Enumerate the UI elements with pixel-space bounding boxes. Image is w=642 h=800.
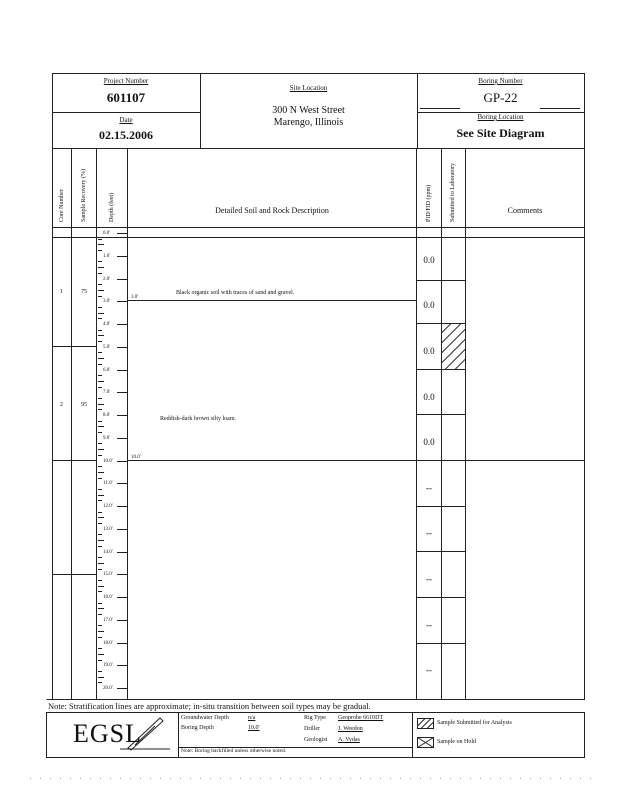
depth-tick xyxy=(117,597,127,598)
depth-label: 17.0' xyxy=(103,618,113,623)
sample-submitted-hatch xyxy=(442,324,466,370)
depth-minor-tick xyxy=(98,421,102,422)
col-depth: Depth (feet) xyxy=(109,192,115,222)
col-core-number: Core Number xyxy=(59,189,65,222)
depth-minor-tick xyxy=(98,443,102,444)
depth-minor-tick xyxy=(98,631,104,632)
depth-minor-tick xyxy=(98,244,104,245)
depth-tick xyxy=(117,665,127,666)
col-submitted: Submitted to Laboratory xyxy=(450,163,456,222)
core-number: 1 xyxy=(60,289,63,295)
layer-description: Black organic soil with traces of sand and gravel. xyxy=(176,290,295,296)
depth-minor-tick xyxy=(98,267,104,268)
pid-reading: 0.0 xyxy=(423,346,435,356)
depth-label: 12.0' xyxy=(103,504,113,509)
depth-minor-tick xyxy=(98,381,104,382)
pid-reading: 0.0 xyxy=(423,255,435,265)
depth-tick xyxy=(117,643,127,644)
site-address-line2: Marengo, Illinois xyxy=(273,117,344,128)
depth-tick xyxy=(117,529,127,530)
depth-minor-tick xyxy=(98,534,102,535)
depth-label: 13.0' xyxy=(103,527,113,532)
depth-tick xyxy=(117,324,127,325)
depth-minor-tick xyxy=(98,557,102,558)
depth-tick xyxy=(117,256,127,257)
depth-minor-tick xyxy=(98,455,102,456)
driller-label: Driller xyxy=(304,726,320,732)
site-location-label: Site Location xyxy=(289,84,328,92)
depth-minor-tick xyxy=(98,352,102,353)
date-label: Date xyxy=(119,116,133,124)
depth-minor-tick xyxy=(98,682,102,683)
depth-minor-tick xyxy=(98,426,104,427)
stratification-note: Note: Stratification lines are approximate; in-situ transition between soil types may be gradual. xyxy=(48,701,371,711)
depth-minor-tick xyxy=(98,290,104,291)
depth-minor-tick xyxy=(98,409,102,410)
depth-minor-tick xyxy=(98,671,102,672)
depth-minor-tick xyxy=(98,677,104,678)
depth-minor-tick xyxy=(98,239,102,240)
depth-label: 7.0' xyxy=(103,390,111,395)
depth-tick xyxy=(117,483,127,484)
pid-reading: -- xyxy=(426,483,432,493)
layer-boundary-depth: 3.0' xyxy=(131,295,139,300)
depth-minor-tick xyxy=(98,472,104,473)
depth-minor-tick xyxy=(98,250,102,251)
depth-minor-tick xyxy=(98,404,104,405)
depth-tick xyxy=(117,415,127,416)
depth-minor-tick xyxy=(98,603,102,604)
depth-tick xyxy=(117,347,127,348)
depth-minor-tick xyxy=(98,284,102,285)
pid-reading: 0.0 xyxy=(423,300,435,310)
depth-minor-tick xyxy=(98,500,102,501)
depth-label: 0.0' xyxy=(103,231,111,236)
col-description: Detailed Soil and Rock Description xyxy=(215,206,329,215)
depth-tick xyxy=(117,438,127,439)
depth-minor-tick xyxy=(98,489,102,490)
depth-minor-tick xyxy=(98,296,102,297)
legend-submitted-label: Sample Submitted for Analysis xyxy=(437,720,512,726)
depth-minor-tick xyxy=(98,523,102,524)
legend-hold-label: Sample on Hold xyxy=(437,739,476,745)
pid-reading: -- xyxy=(426,528,432,538)
depth-minor-tick xyxy=(98,341,102,342)
depth-label: 2.0' xyxy=(103,277,111,282)
geologist-label: Geologist xyxy=(304,737,328,743)
depth-minor-tick xyxy=(98,569,102,570)
project-number: 601107 xyxy=(106,90,146,105)
geologist: A. Vydas xyxy=(338,737,360,743)
boring-date: 02.15.2006 xyxy=(99,128,153,142)
depth-tick xyxy=(117,506,127,507)
layer-description: Reddish-dark brown silty loam. xyxy=(160,416,236,422)
depth-tick xyxy=(117,552,127,553)
depth-minor-tick xyxy=(98,495,104,496)
depth-minor-tick xyxy=(98,261,102,262)
depth-minor-tick xyxy=(98,614,102,615)
depth-minor-tick xyxy=(98,637,102,638)
depth-minor-tick xyxy=(98,654,104,655)
depth-tick xyxy=(117,574,127,575)
depth-label: 18.0' xyxy=(103,641,113,646)
depth-minor-tick xyxy=(98,432,102,433)
depth-label: 20.0' xyxy=(103,686,113,691)
depth-minor-tick xyxy=(98,591,102,592)
depth-minor-tick xyxy=(98,648,102,649)
depth-minor-tick xyxy=(98,398,102,399)
depth-tick xyxy=(117,688,127,689)
depth-minor-tick xyxy=(98,512,102,513)
depth-label: 9.0' xyxy=(103,436,111,441)
depth-minor-tick xyxy=(98,563,104,564)
depth-tick xyxy=(117,370,127,371)
col-comments: Comments xyxy=(507,206,543,215)
legend-hatch-box xyxy=(418,719,434,729)
depth-tick xyxy=(117,301,127,302)
project-number-label: Project Number xyxy=(103,77,149,85)
depth-tick xyxy=(117,620,127,621)
depth-label: 14.0' xyxy=(103,550,113,555)
depth-minor-tick xyxy=(98,318,102,319)
pid-reading: -- xyxy=(426,574,432,584)
depth-minor-tick xyxy=(98,387,102,388)
depth-minor-tick xyxy=(98,608,104,609)
depth-tick xyxy=(117,233,127,234)
boring-depth-label: Boring Depth xyxy=(181,725,214,731)
depth-minor-tick xyxy=(98,449,104,450)
boring-location-label: Boring Location xyxy=(477,113,524,121)
col-sample-recovery: Sample Recovery (%) xyxy=(81,169,87,222)
driller: J. Weedon xyxy=(338,726,363,732)
depth-minor-tick xyxy=(98,660,102,661)
egsl-logo: EGSL xyxy=(73,719,142,748)
depth-label: 4.0' xyxy=(103,322,111,327)
depth-label: 16.0' xyxy=(103,595,113,600)
depth-label: 8.0' xyxy=(103,413,111,418)
backfill-note: Note: Boring backfilled unless otherwise noted. xyxy=(181,748,287,754)
groundwater-depth: n/a xyxy=(248,715,256,721)
col-pid: PID/FID (ppm) xyxy=(426,184,432,222)
pid-reading: -- xyxy=(426,620,432,630)
depth-tick xyxy=(117,279,127,280)
core-recovery: 75 xyxy=(81,289,87,295)
rig-type-label: Rig Type xyxy=(304,715,326,721)
layer-boundary-depth: 10.0' xyxy=(131,455,141,460)
depth-label: 19.0' xyxy=(103,663,113,668)
legend-hold-box xyxy=(418,738,434,748)
depth-minor-tick xyxy=(98,517,104,518)
depth-minor-tick xyxy=(98,546,102,547)
boring-depth: 10.0' xyxy=(248,725,260,731)
depth-label: 5.0' xyxy=(103,345,111,350)
depth-tick xyxy=(117,461,127,462)
depth-minor-tick xyxy=(98,625,102,626)
depth-minor-tick xyxy=(98,307,102,308)
boring-number-label: Boring Number xyxy=(478,77,523,85)
core-recovery: 95 xyxy=(81,402,87,408)
depth-minor-tick xyxy=(98,358,104,359)
depth-label: 6.0' xyxy=(103,368,111,373)
depth-minor-tick xyxy=(98,540,104,541)
depth-minor-tick xyxy=(98,273,102,274)
groundwater-depth-label: Groundwater Depth xyxy=(181,715,229,721)
boring-location: See Site Diagram xyxy=(456,126,545,140)
depth-label: 3.0' xyxy=(103,299,111,304)
rig-type: Geoprobe 6610DT xyxy=(338,715,384,721)
depth-label: 15.0' xyxy=(103,572,113,577)
depth-minor-tick xyxy=(98,466,102,467)
core-number: 2 xyxy=(60,402,63,408)
pid-reading: -- xyxy=(426,665,432,675)
boring-number: GP-22 xyxy=(483,90,518,105)
depth-label: 10.0' xyxy=(103,459,113,464)
depth-minor-tick xyxy=(98,364,102,365)
depth-minor-tick xyxy=(98,580,102,581)
pid-reading: 0.0 xyxy=(423,392,435,402)
depth-minor-tick xyxy=(98,375,102,376)
site-address-line1: 300 N West Street xyxy=(272,105,345,116)
depth-label: 11.0' xyxy=(103,481,113,486)
pid-reading: 0.0 xyxy=(423,437,435,447)
depth-minor-tick xyxy=(98,586,104,587)
depth-minor-tick xyxy=(98,330,102,331)
depth-tick xyxy=(117,392,127,393)
depth-minor-tick xyxy=(98,478,102,479)
depth-label: 1.0' xyxy=(103,254,111,259)
depth-minor-tick xyxy=(98,313,104,314)
depth-minor-tick xyxy=(98,335,104,336)
